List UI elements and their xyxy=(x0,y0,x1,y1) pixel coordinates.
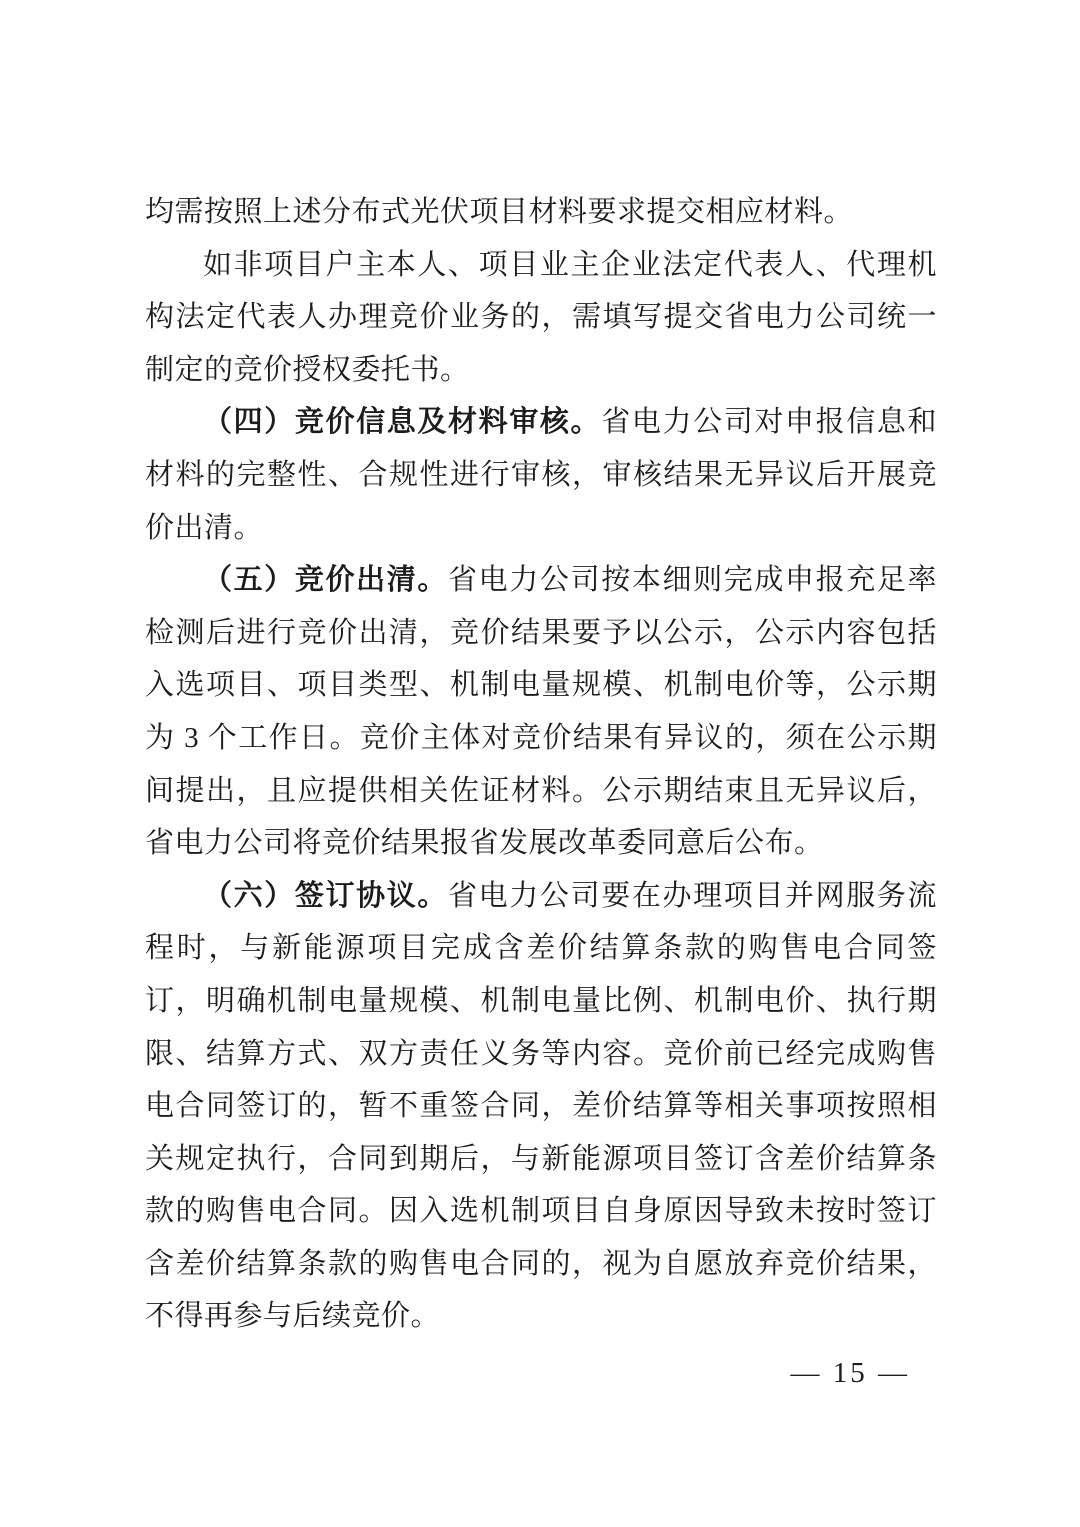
paragraph xyxy=(145,239,937,397)
document-body xyxy=(145,186,937,1343)
body-text: 省电力公司要在办理项目并网服务流程时，与新能源项目完成含差价结算条款的购售电合同签订，明确机制电量规模、机制电量比例、机制电价、执行期限、结算方式、双方责任义务等内容。竞价前已经完成购售电合同签订的，暂不重签合同，差价结算等相关事项按照相关规定执行，合同到期后，与新能源项目签订含差价结算条款的购售电合同。因入选机制项目自身原因导致未按时签订含差价结算条款的购售电合同的，视为自愿放弃竞价结果，不得再参与后续竞价。 xyxy=(145,879,937,1333)
section-heading: （五）竞价出清。 xyxy=(203,564,449,597)
body-text: 省电力公司对申报信息和材料的完整性、合规性进行审核，审核结果无异议后开展竞价出清。 xyxy=(145,406,937,544)
paragraph xyxy=(145,870,937,1343)
section-heading: （四）竞价信息及材料审核。 xyxy=(203,406,602,439)
paragraph xyxy=(145,186,937,239)
section-heading: （六）签订协议。 xyxy=(203,879,449,912)
body-text: 均需按照上述分布式光伏项目材料要求提交相应材料。 xyxy=(145,196,854,228)
page-number: — 15 — xyxy=(790,1357,910,1389)
body-text: 如非项目户主本人、项目业主企业法定代表人、代理机构法定代表人办理竞价业务的，需填写提交省电力公司统一制定的竞价授权委托书。 xyxy=(145,248,937,386)
body-text: 省电力公司按本细则完成申报充足率检测后进行竞价出清，竞价结果要予以公示，公示内容包括入选项目、项目类型、机制电量规模、机制电价等，公示期为 3 个工作日。竞价主体对竞价结果有异议的，须在公示期间提出，且应提供相关佐证材料。公示期结束且无异议后，省电力公司将竞价结果报省发展改革委同意后公布。 xyxy=(145,564,937,860)
paragraph xyxy=(145,396,937,554)
paragraph xyxy=(145,554,937,870)
